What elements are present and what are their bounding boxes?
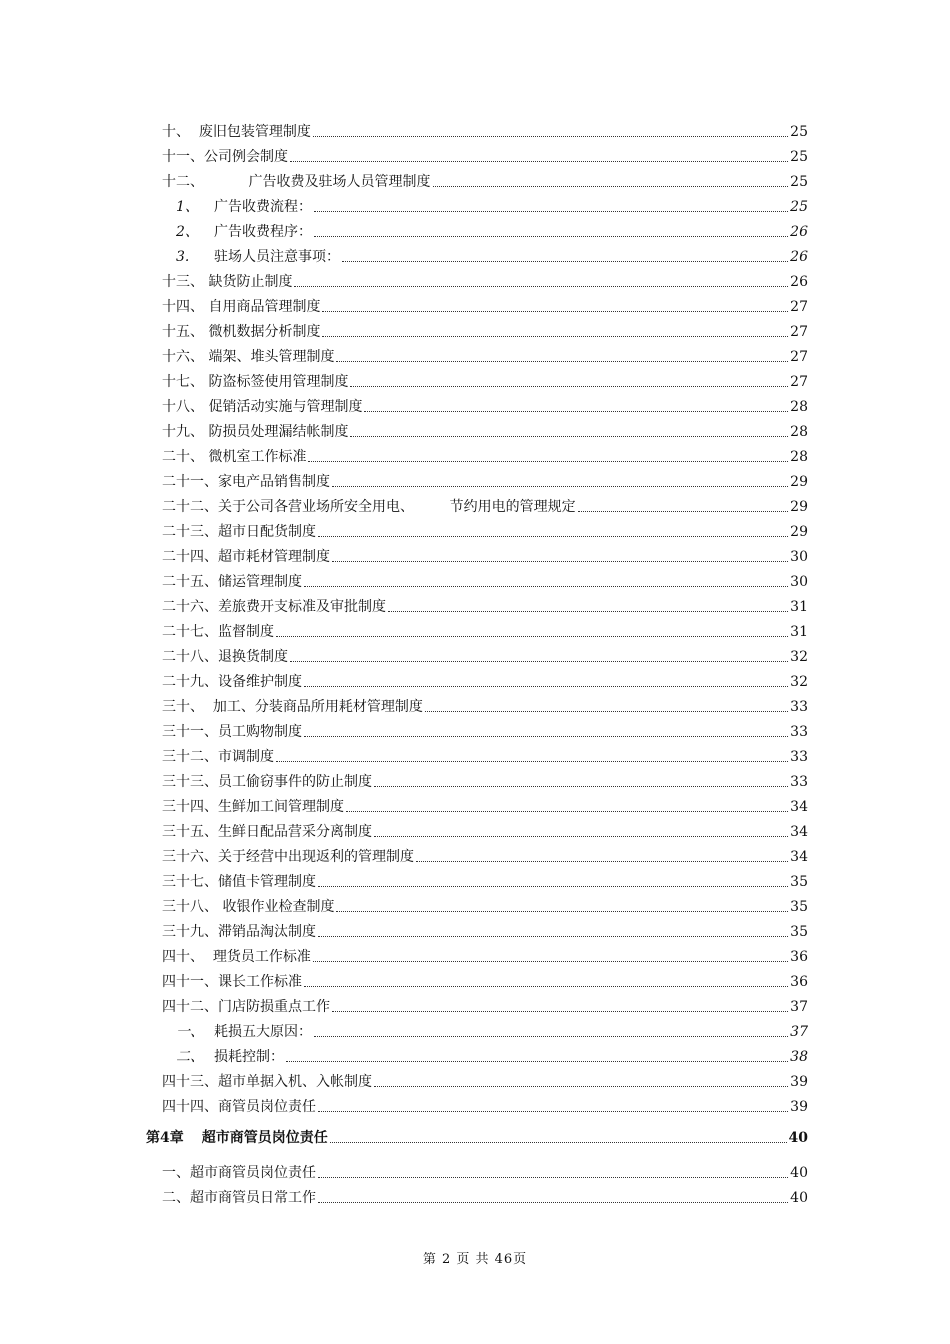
dot-leader xyxy=(332,1010,788,1012)
toc-entry-number: 十四、 xyxy=(162,299,209,315)
dot-leader xyxy=(332,485,788,487)
dot-leader xyxy=(336,910,788,912)
toc-entry-number: 四十、 xyxy=(162,949,213,965)
dot-leader xyxy=(276,760,788,762)
toc-entry[interactable] xyxy=(162,347,808,367)
toc-entry-title: 超市日配货制度 xyxy=(218,524,316,540)
toc-entry[interactable] xyxy=(162,897,808,917)
toc-entry-title: 加工、分装商品所用耗材管理制度 xyxy=(212,699,423,715)
dot-leader xyxy=(322,310,788,312)
toc-entry-title: 耗损五大原因： xyxy=(214,1024,312,1040)
dot-leader xyxy=(318,935,788,937)
toc-entry-page-number: 32 xyxy=(790,649,808,665)
toc-entry-title: 储运管理制度 xyxy=(218,574,302,590)
toc-entry-title: 公司例会制度 xyxy=(204,149,288,165)
toc-entry-page-number: 25 xyxy=(790,199,808,215)
toc-entry-number: 十六、 xyxy=(162,349,209,365)
toc-entry-number: 二十九、 xyxy=(162,674,218,690)
dot-leader xyxy=(318,1110,788,1112)
dot-leader xyxy=(286,1060,788,1062)
toc-entry-page-number: 29 xyxy=(790,474,808,490)
toc-entry-page-number: 31 xyxy=(790,599,808,615)
toc-entry-number: 十五、 xyxy=(162,324,209,340)
toc-entry-title: 自用商品管理制度 xyxy=(208,299,321,315)
toc-subentry[interactable] xyxy=(176,247,808,267)
toc-entry-title: 员工偷窃事件的防止制度 xyxy=(218,774,372,790)
toc-entry-number: 四十二、 xyxy=(162,999,218,1015)
toc-entry-number: 二十三、 xyxy=(162,524,218,540)
toc-entry-page-number: 37 xyxy=(790,999,808,1015)
toc-entry-title: 监督制度 xyxy=(218,624,274,640)
toc-entry-title: 端架、堆头管理制度 xyxy=(208,349,335,365)
dot-leader xyxy=(318,885,788,887)
toc-entry-number: 三十三、 xyxy=(162,774,218,790)
toc-entry-page-number: 36 xyxy=(790,974,808,990)
toc-entry[interactable] xyxy=(162,672,808,692)
dot-leader xyxy=(322,335,788,337)
toc-entry-page-number: 30 xyxy=(790,574,808,590)
toc-entry-title: 微机室工作标准 xyxy=(208,449,307,465)
toc-entry-number: 十八、 xyxy=(162,399,209,415)
toc-entry[interactable] xyxy=(162,972,808,992)
toc-entry-number: 四十一、 xyxy=(162,974,218,990)
toc-entry-page-number: 40 xyxy=(790,1165,808,1181)
toc-entry-number: 三十、 xyxy=(162,699,213,715)
dot-leader xyxy=(290,660,788,662)
toc-entry-title: 理货员工作标准 xyxy=(212,949,311,965)
toc-entry-page-number: 28 xyxy=(790,449,808,465)
toc-entry[interactable] xyxy=(162,1163,808,1183)
toc-entry-page-number: 37 xyxy=(790,1024,808,1040)
toc-entry-page-number: 29 xyxy=(790,499,808,515)
dot-leader xyxy=(374,785,788,787)
toc-entry[interactable] xyxy=(162,147,808,167)
dot-leader xyxy=(332,560,788,562)
toc-entry-page-number: 26 xyxy=(790,274,808,290)
dot-leader xyxy=(374,835,788,837)
toc-subentry[interactable] xyxy=(176,1022,808,1042)
toc-entry-number: 二、 xyxy=(162,1190,190,1206)
dot-leader xyxy=(314,1035,788,1037)
toc-entry-title: 微机数据分析制度 xyxy=(208,324,321,340)
toc-entry-title: 收银作业检查制度 xyxy=(222,899,335,915)
toc-entry-page-number: 27 xyxy=(790,299,808,315)
toc-entry[interactable] xyxy=(162,172,808,192)
toc-entry-title: 退换货制度 xyxy=(218,649,288,665)
toc-entry[interactable] xyxy=(162,872,808,892)
toc-entry[interactable] xyxy=(162,497,808,517)
dot-leader xyxy=(346,810,788,812)
toc-entry-number: 二十一、 xyxy=(162,474,218,490)
toc-entry[interactable] xyxy=(162,422,808,442)
toc-entry-number: 十七、 xyxy=(162,374,209,390)
dot-leader xyxy=(330,1141,787,1143)
toc-entry-number: 一、 xyxy=(162,1165,190,1181)
toc-entry-title: 促销活动实施与管理制度 xyxy=(208,399,363,415)
dot-leader xyxy=(276,635,788,637)
dot-leader xyxy=(578,510,789,512)
toc-entry-number: 1、 xyxy=(176,199,199,215)
toc-entry[interactable] xyxy=(162,697,808,717)
toc-entry-page-number: 25 xyxy=(790,174,808,190)
dot-leader xyxy=(388,610,788,612)
toc-entry[interactable] xyxy=(162,472,808,492)
toc-entry[interactable] xyxy=(162,572,808,592)
toc-entry-number: 第4章 xyxy=(146,1130,184,1146)
dot-leader xyxy=(294,285,788,287)
toc-entry[interactable] xyxy=(162,622,808,642)
toc-entry-page-number: 33 xyxy=(790,774,808,790)
dot-leader xyxy=(425,710,788,712)
toc-entry-title: 生鲜加工间管理制度 xyxy=(218,799,344,815)
dot-leader xyxy=(308,460,788,462)
toc-entry-page-number: 30 xyxy=(790,549,808,565)
toc-entry[interactable] xyxy=(162,847,808,867)
toc-entry[interactable] xyxy=(162,647,808,667)
toc-entry-page-number: 33 xyxy=(790,724,808,740)
toc-entry[interactable] xyxy=(162,297,808,317)
dot-leader xyxy=(350,385,788,387)
toc-entry-title: 市调制度 xyxy=(218,749,274,765)
toc-entry-number: 三十四、 xyxy=(162,799,218,815)
toc-entry[interactable] xyxy=(162,597,808,617)
toc-entry-number: 三十九、 xyxy=(162,924,218,940)
toc-entry-page-number: 26 xyxy=(790,249,808,265)
toc-entry-page-number: 31 xyxy=(790,624,808,640)
toc-entry-number: 二十二、 xyxy=(162,499,218,515)
toc-entry-number: 三十八、 xyxy=(162,899,223,915)
dot-leader xyxy=(318,1201,788,1203)
toc-entry-page-number: 34 xyxy=(790,799,808,815)
toc-entry-page-number: 27 xyxy=(790,349,808,365)
toc-entry-number: 二十六、 xyxy=(162,599,218,615)
dot-leader xyxy=(318,535,788,537)
dot-leader xyxy=(304,985,788,987)
toc-entry-number: 二、 xyxy=(176,1049,204,1065)
toc-entry[interactable] xyxy=(162,747,808,767)
toc-entry[interactable] xyxy=(162,772,808,792)
toc-entry[interactable] xyxy=(162,397,808,417)
toc-entry-page-number: 27 xyxy=(790,374,808,390)
toc-entry-title: 废旧包装管理制度 xyxy=(198,124,311,140)
toc-entry[interactable] xyxy=(162,447,808,467)
toc-entry[interactable] xyxy=(162,1072,808,1092)
toc-entry-number: 十三、 xyxy=(162,274,209,290)
toc-entry-number: 二十、 xyxy=(162,449,209,465)
toc-entry-title: 生鲜日配品营采分离制度 xyxy=(218,824,372,840)
toc-entry[interactable] xyxy=(162,997,808,1017)
toc-entry-page-number: 38 xyxy=(790,1049,808,1065)
toc-entry[interactable] xyxy=(162,822,808,842)
toc-entry-number: 二十七、 xyxy=(162,624,218,640)
toc-entry-page-number: 29 xyxy=(790,524,808,540)
toc-entry-title: 关于公司各营业场所安全用电、 节约用电的管理规定 xyxy=(218,499,576,515)
toc-entry-number: 2、 xyxy=(176,224,199,240)
toc-entry[interactable] xyxy=(162,272,808,292)
dot-leader xyxy=(313,135,788,137)
toc-entry-page-number: 35 xyxy=(790,899,808,915)
toc-entry[interactable] xyxy=(162,547,808,567)
toc-entry-title: 防盗标签使用管理制度 xyxy=(208,374,349,390)
toc-entry-number: 十二、 xyxy=(162,174,249,190)
toc-entry[interactable] xyxy=(162,722,808,742)
toc-entry-page-number: 40 xyxy=(788,1130,808,1146)
toc-entry[interactable] xyxy=(162,522,808,542)
toc-entry[interactable] xyxy=(162,372,808,392)
toc-entry-page-number: 32 xyxy=(790,674,808,690)
toc-entry-title: 员工购物制度 xyxy=(218,724,302,740)
toc-entry-title: 滞销品淘汰制度 xyxy=(218,924,316,940)
dot-leader xyxy=(313,960,788,962)
toc-entry-number: 十九、 xyxy=(162,424,209,440)
toc-entry-number: 三十二、 xyxy=(162,749,218,765)
toc-entry-title: 驻场人员注意事项： xyxy=(214,249,340,265)
toc-entry-title: 超市商管员岗位责任 xyxy=(201,1130,328,1146)
toc-entry-title: 防损员处理漏结帐制度 xyxy=(208,424,349,440)
toc-chapter-entry[interactable] xyxy=(146,1128,808,1148)
toc-entry-number: 二十四、 xyxy=(162,549,218,565)
toc-entry-page-number: 34 xyxy=(790,849,808,865)
toc-entry-page-number: 25 xyxy=(790,124,808,140)
dot-leader xyxy=(290,160,788,162)
toc-entry-number: 三十七、 xyxy=(162,874,218,890)
toc-entry-number: 一、 xyxy=(176,1024,204,1040)
toc-subentry[interactable] xyxy=(176,222,808,242)
dot-leader xyxy=(364,410,788,412)
toc-entry-page-number: 27 xyxy=(790,324,808,340)
toc-entry-title: 储值卡管理制度 xyxy=(218,874,316,890)
dot-leader xyxy=(304,585,788,587)
page-footer: 第 2 页 共 46页 xyxy=(422,1252,528,1267)
dot-leader xyxy=(314,210,788,212)
toc-entry-page-number: 40 xyxy=(790,1190,808,1206)
toc-entry-page-number: 35 xyxy=(790,924,808,940)
toc-entry-number: 三十六、 xyxy=(162,849,218,865)
toc-entry-title: 损耗控制： xyxy=(214,1049,284,1065)
toc-entry[interactable] xyxy=(162,922,808,942)
dot-leader xyxy=(433,185,789,187)
toc-entry[interactable] xyxy=(162,322,808,342)
toc-entry-page-number: 36 xyxy=(790,949,808,965)
toc-entry-number: 三十五、 xyxy=(162,824,218,840)
toc-entry[interactable] xyxy=(162,797,808,817)
toc-entry-title: 缺货防止制度 xyxy=(208,274,293,290)
toc-entry[interactable] xyxy=(162,947,808,967)
toc-entry-title: 超市单据入机、入帐制度 xyxy=(218,1074,372,1090)
toc-entry-page-number: 26 xyxy=(790,224,808,240)
toc-entry-title: 课长工作标准 xyxy=(218,974,302,990)
toc-subentry[interactable] xyxy=(176,1047,808,1067)
toc-entry-page-number: 25 xyxy=(790,149,808,165)
dot-leader xyxy=(318,1176,788,1178)
toc-entry-title: 商管员岗位责任 xyxy=(218,1099,316,1115)
toc-entry-number: 四十四、 xyxy=(162,1099,218,1115)
toc-entry-title: 关于经营中出现返利的管理制度 xyxy=(218,849,414,865)
toc-entry-number: 十、 xyxy=(162,124,199,140)
toc-entry-number: 二十五、 xyxy=(162,574,218,590)
dot-leader xyxy=(350,435,788,437)
toc-entry-page-number: 28 xyxy=(790,399,808,415)
toc-entry-title: 广告收费及驻场人员管理制度 xyxy=(248,174,431,190)
toc-entry-number: 二十八、 xyxy=(162,649,218,665)
toc-entry-number: 十一、 xyxy=(162,149,204,165)
dot-leader xyxy=(304,735,788,737)
dot-leader xyxy=(342,260,788,262)
toc-entry-title: 超市商管员岗位责任 xyxy=(190,1165,316,1181)
dot-leader xyxy=(314,235,788,237)
toc-entry-page-number: 35 xyxy=(790,874,808,890)
dot-leader xyxy=(336,360,788,362)
toc-entry[interactable] xyxy=(162,1097,808,1117)
toc-entry-number: 四十三、 xyxy=(162,1074,218,1090)
dot-leader xyxy=(416,860,788,862)
toc-entry-title: 设备维护制度 xyxy=(218,674,302,690)
toc-entry-page-number: 39 xyxy=(790,1099,808,1115)
toc-entry-number: 3. xyxy=(176,249,190,265)
toc-entry-number: 三十一、 xyxy=(162,724,218,740)
toc-entry-page-number: 33 xyxy=(790,699,808,715)
toc-entry-title: 广告收费程序： xyxy=(214,224,312,240)
dot-leader xyxy=(374,1085,788,1087)
toc-entry-title: 超市商管员日常工作 xyxy=(190,1190,316,1206)
toc-entry-page-number: 33 xyxy=(790,749,808,765)
toc-entry-title: 超市耗材管理制度 xyxy=(218,549,330,565)
toc-subentry[interactable] xyxy=(176,197,808,217)
toc-entry-title: 门店防损重点工作 xyxy=(218,999,330,1015)
toc-entry-title: 广告收费流程： xyxy=(214,199,312,215)
toc-entry[interactable] xyxy=(162,122,808,142)
dot-leader xyxy=(304,685,788,687)
toc-entry-page-number: 28 xyxy=(790,424,808,440)
toc-entry-title: 家电产品销售制度 xyxy=(218,474,330,490)
toc-entry-title: 差旅费开支标准及审批制度 xyxy=(218,599,386,615)
toc-entry-page-number: 39 xyxy=(790,1074,808,1090)
toc-entry-page-number: 34 xyxy=(790,824,808,840)
toc-entry[interactable] xyxy=(162,1188,808,1208)
